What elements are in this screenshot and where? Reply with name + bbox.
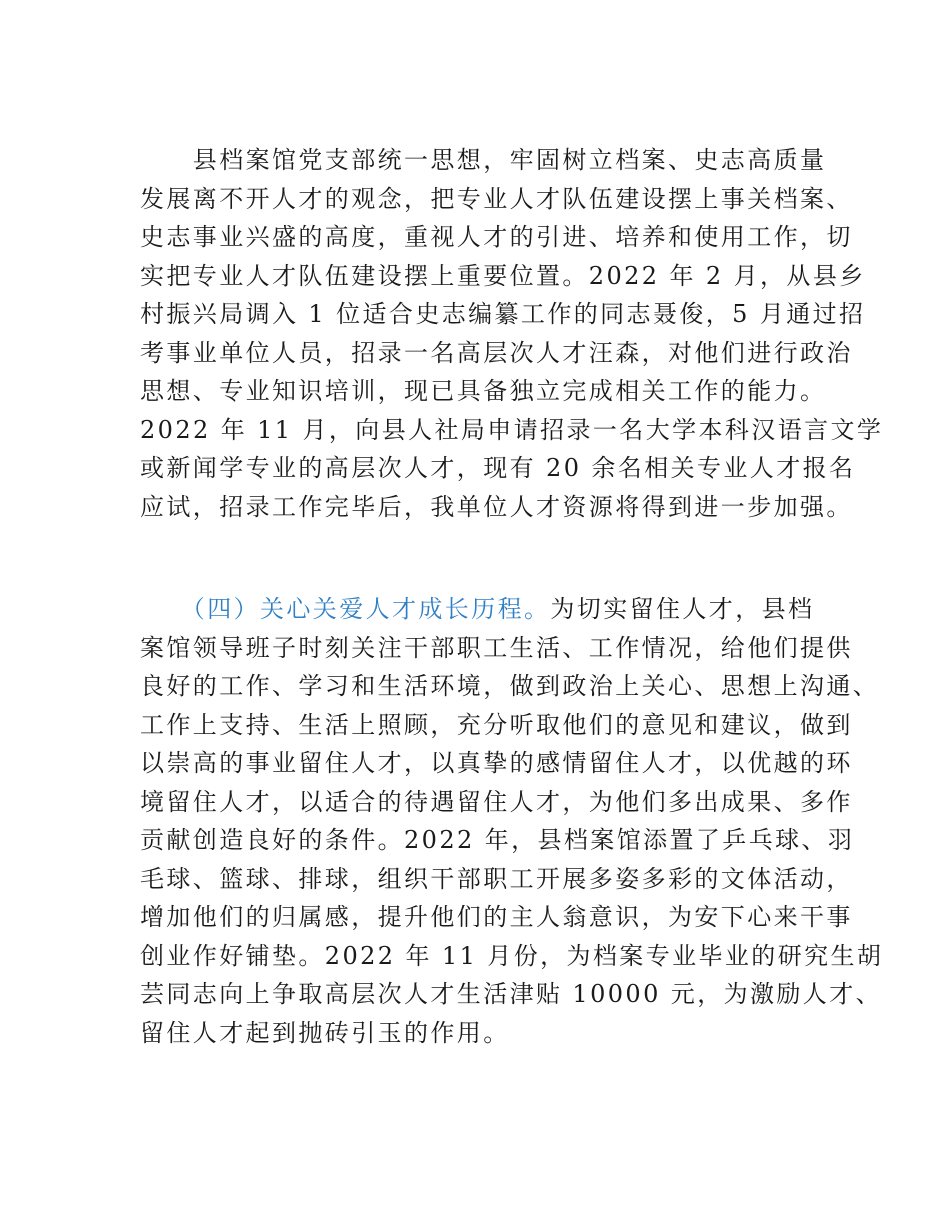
text-line: 考事业单位人员，招录一名高层次人才汪森，对他们进行政治 xyxy=(140,338,853,367)
text-line: 工作上支持、生活上照顾，充分听取他们的意见和建议，做到 xyxy=(140,710,853,739)
text-line: 史志事业兴盛的高度，重视人才的引进、培养和使用工作，切 xyxy=(140,223,853,251)
text-line: 境留住人才，以适合的待遇留住人才，为他们多出成果、多作 xyxy=(140,787,853,816)
paragraph-talent-care xyxy=(140,590,884,1052)
text-line: 思想、专业知识培训，现已具备独立完成相关工作的能力。 xyxy=(140,377,827,405)
text-line: 发展离不开人才的观念，把专业人才队伍建设摆上事关档案、 xyxy=(140,184,853,213)
text-line: 以崇高的事业留住人才，以真挚的感情留住人才，以优越的环 xyxy=(140,749,853,777)
text-line: 创业作好铺垫。2022 年 11 月份，为档案专业毕业的研究生胡 xyxy=(140,941,884,970)
text-line: 县档案馆党支部统一思想，牢固树立档案、史志高质量 xyxy=(140,146,827,174)
section-heading: （四）关心关爱人才成长历程。 xyxy=(140,595,551,623)
heading-line xyxy=(140,590,840,629)
text-line: 案馆领导班子时刻关注干部职工生活、工作情况，给他们提供 xyxy=(140,633,853,662)
heading-line-rest: 为切实留住人才，县档 xyxy=(550,595,815,623)
text-line: 村振兴局调入 1 位适合史志编纂工作的同志聂俊，5 月通过招 xyxy=(140,300,866,328)
text-line: 或新闻学专业的高层次人才，现有 20 余名相关专业人才报名 xyxy=(140,454,856,482)
text-line: 实把专业人才队伍建设摆上重要位置。2022 年 2 月，从县乡 xyxy=(140,261,866,290)
text-line: 留住人才起到抛砖引玉的作用。 xyxy=(140,1018,510,1047)
text-line: 贡献创造良好的条件。2022 年，县档案馆添置了乒乓球、羽 xyxy=(140,826,855,854)
text-line: 良好的工作、学习和生活环境，做到政治上关心、思想上沟通、 xyxy=(140,672,880,700)
text-line: 芸同志向上争取高层次人才生活津贴 10000 元，为激励人才、 xyxy=(140,980,883,1008)
text-line: 2022 年 11 月，向县人社局申请招录一名大学本科汉语言文学 xyxy=(140,415,884,444)
text-line: 应试，招录工作完毕后，我单位人才资源将得到进一步加强。 xyxy=(140,492,853,521)
text-line: 增加他们的归属感，提升他们的主人翁意识，为安下心来干事 xyxy=(140,903,853,931)
text-line: 毛球、篮球、排球，组织干部职工开展多姿多彩的文体活动， xyxy=(140,864,853,893)
paragraph-talent-recruitment xyxy=(140,141,884,526)
